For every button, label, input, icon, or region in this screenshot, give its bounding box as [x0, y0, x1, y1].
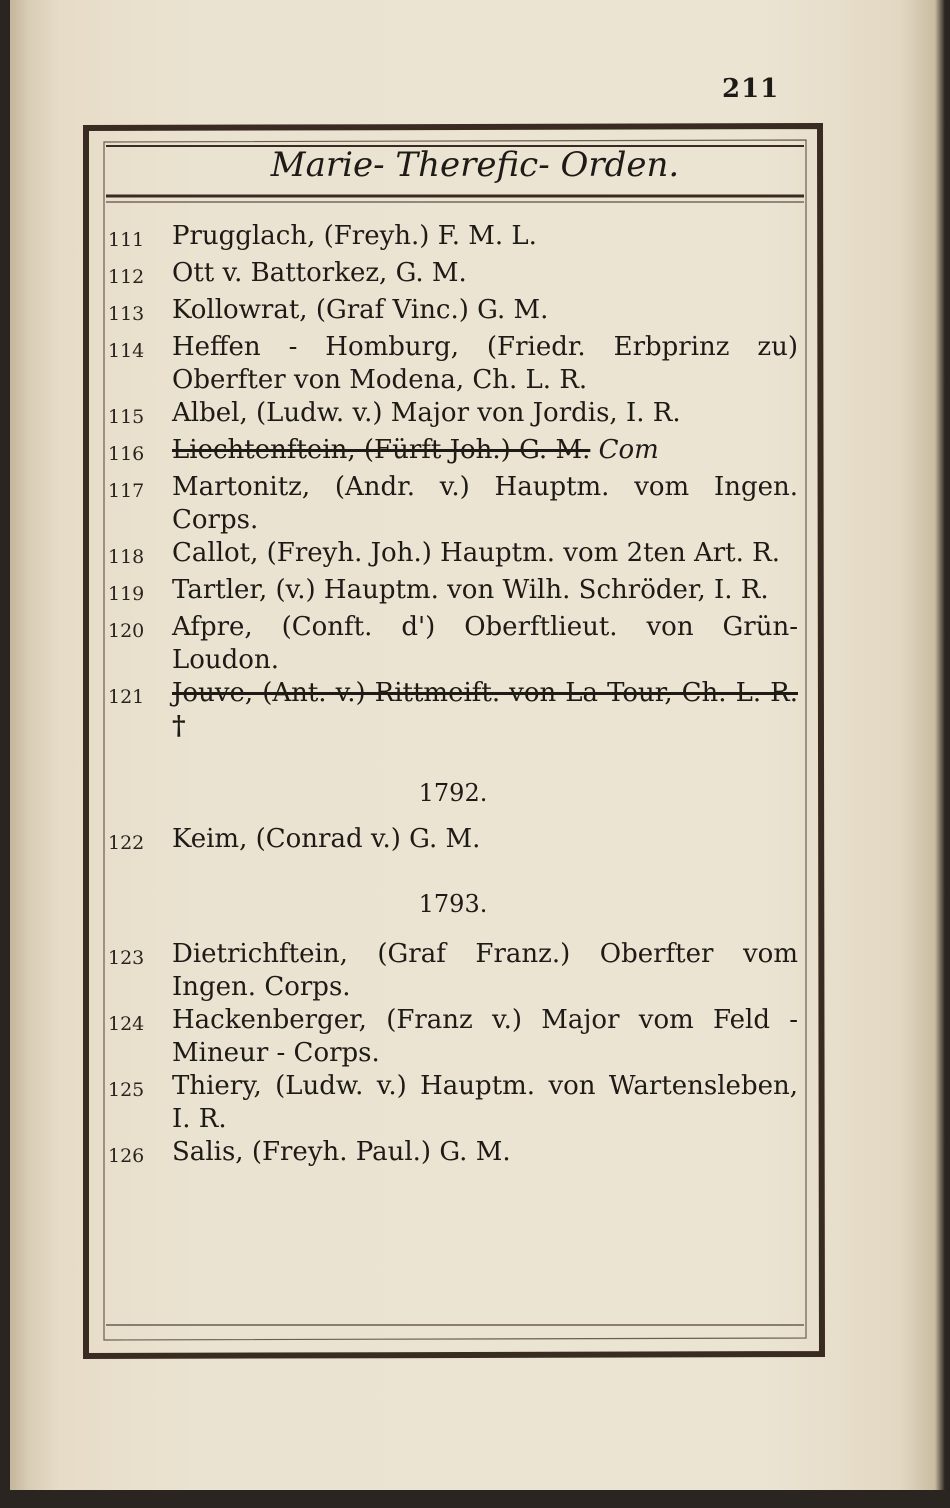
entry-number: 120 [108, 620, 145, 642]
entry-120 [108, 611, 798, 677]
entry-list [108, 220, 798, 1173]
entry-number: 126 [108, 1145, 145, 1167]
entry-number: 115 [108, 406, 145, 428]
entry-number: 124 [108, 1013, 145, 1035]
entry-123 [108, 938, 798, 1004]
entry-text: Ott v. Battorkez, G. M. [172, 258, 467, 288]
entry-text: Afpre, (Conft. d') Oberftlieut. von Grün-Loudon. [172, 612, 798, 675]
entry-122 [108, 823, 798, 860]
handwritten-note: Com [598, 435, 659, 465]
entry-number: 116 [108, 443, 145, 465]
entry-118 [108, 537, 798, 574]
entry-number: 125 [108, 1079, 145, 1101]
entry-number: 112 [108, 266, 145, 288]
entry-125 [108, 1070, 798, 1136]
entry-117 [108, 471, 798, 537]
entry-121 [108, 677, 798, 743]
entry-114 [108, 331, 798, 397]
entry-113 [108, 294, 798, 331]
spacer [108, 743, 798, 777]
spacer [108, 860, 798, 888]
entry-124 [108, 1004, 798, 1070]
entry-text-wrap [172, 677, 798, 743]
entry-116 [108, 434, 798, 471]
year-heading-1792: 1792. [418, 779, 488, 807]
entry-text: Dietrichftein, (Graf Franz.) Oberfter vom Ingen. Corps. [172, 939, 798, 1002]
entry-number: 118 [108, 546, 145, 568]
spacer [108, 920, 798, 938]
entry-text: Prugglach, (Freyh.) F. M. L. [172, 221, 537, 251]
page-heading: Marie- Therefic- Orden. [270, 145, 680, 185]
entry-text: Thiery, (Ludw. v.) Hauptm. von Wartensleben, I. R. [172, 1071, 798, 1134]
entry-text: Keim, (Conrad v.) G. M. [172, 824, 481, 854]
dagger-mark: † [172, 711, 186, 741]
entry-text: Martonitz, (Andr. v.) Hauptm. vom Ingen. Corps. [172, 472, 798, 535]
entry-112 [108, 257, 798, 294]
entry-text: Liechtenftein, (Fürft Joh.) G. M. [172, 435, 591, 465]
entry-text: Callot, (Freyh. Joh.) Hauptm. vom 2ten Art. R. [172, 538, 780, 568]
entry-text: Albel, (Ludw. v.) Major von Jordis, I. R. [172, 398, 681, 428]
entry-text-wrap [172, 434, 798, 471]
entry-text: Hackenberger, (Franz v.) Major vom Feld - Mineur - Corps. [172, 1005, 798, 1068]
entry-text: Salis, (Freyh. Paul.) G. M. [172, 1137, 511, 1167]
entry-126 [108, 1136, 798, 1173]
entry-number: 113 [108, 303, 145, 325]
entry-number: 123 [108, 947, 145, 969]
spacer [108, 809, 798, 823]
entry-text: Kollowrat, (Graf Vinc.) G. M. [172, 295, 549, 325]
entry-119 [108, 574, 798, 611]
entry-115 [108, 397, 798, 434]
entry-text: Heffen - Homburg, (Friedr. Erbprinz zu) Oberfter von Modena, Ch. L. R. [172, 332, 798, 395]
page-number: 211 [722, 74, 780, 104]
entry-number: 114 [108, 340, 145, 362]
entry-number: 122 [108, 832, 145, 854]
entry-number: 111 [108, 229, 145, 251]
entry-number: 117 [108, 480, 145, 502]
page-bottom-edge [0, 1490, 950, 1508]
entry-text: Tartler, (v.) Hauptm. von Wilh. Schröder, I. R. [172, 575, 769, 605]
entry-number: 119 [108, 583, 145, 605]
entry-111 [108, 220, 798, 257]
year-heading-1793: 1793. [418, 890, 488, 918]
entry-text: Jouve, (Ant. v.) Rittmeift. von La Tour, Ch. L. R. [172, 678, 798, 708]
entry-number: 121 [108, 686, 145, 708]
